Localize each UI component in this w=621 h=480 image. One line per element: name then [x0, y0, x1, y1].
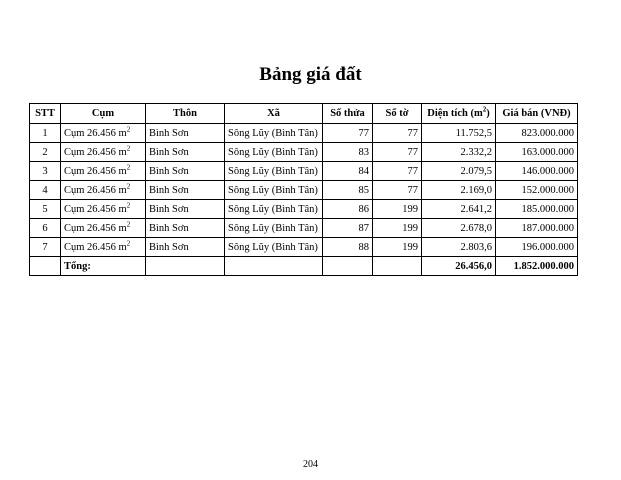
cell-gia-ban: 196.000.000: [496, 238, 578, 257]
cell-cum-text: Cụm 26.456 m: [64, 184, 127, 196]
cell-dien-tich: 2.803,6: [422, 238, 496, 257]
cell-gia-ban: 146.000.000: [496, 162, 578, 181]
cell-thon: Bình Sơn: [146, 219, 225, 238]
cell-empty: [30, 257, 61, 276]
cell-cum: [61, 162, 146, 181]
cell-xa: Sông Lũy (Bình Tân): [225, 181, 323, 200]
cell-gia-ban: 185.000.000: [496, 200, 578, 219]
cell-dien-tich: 11.752,5: [422, 124, 496, 143]
cell-empty: [373, 257, 422, 276]
header-dien-tich: [422, 104, 496, 124]
cell-thon: Bình Sơn: [146, 143, 225, 162]
cell-so-to: 77: [373, 143, 422, 162]
cell-cum-text: Cụm 26.456 m: [64, 165, 127, 177]
cell-stt: 7: [30, 238, 61, 257]
cell-gia-ban: 823.000.000: [496, 124, 578, 143]
cell-thon: Bình Sơn: [146, 238, 225, 257]
cell-xa: Sông Lũy (Bình Tân): [225, 124, 323, 143]
cell-so-thua: 87: [323, 219, 373, 238]
cell-dien-tich: 2.678,0: [422, 219, 496, 238]
cell-so-to: 199: [373, 200, 422, 219]
cell-so-thua: 88: [323, 238, 373, 257]
table-row: [30, 238, 578, 257]
cell-so-thua: 86: [323, 200, 373, 219]
cell-thon: Bình Sơn: [146, 200, 225, 219]
cell-cum-text: Cụm 26.456 m: [64, 146, 127, 158]
header-dien-tich-close: ): [486, 108, 490, 119]
cell-dien-tich: 2.641,2: [422, 200, 496, 219]
cell-cum-sup: 2: [126, 163, 131, 171]
header-so-thua: Số thửa: [323, 104, 373, 124]
header-thon: Thôn: [146, 104, 225, 124]
cell-thon: Bình Sơn: [146, 124, 225, 143]
cell-cum-text: Cụm 26.456 m: [64, 222, 127, 234]
table-header-row: [30, 104, 578, 124]
total-label: Tổng:: [61, 257, 146, 276]
cell-stt: 2: [30, 143, 61, 162]
cell-cum: [61, 238, 146, 257]
cell-stt: 3: [30, 162, 61, 181]
cell-cum: [61, 143, 146, 162]
cell-dien-tich: 2.332,2: [422, 143, 496, 162]
cell-cum-sup: 2: [126, 239, 131, 247]
cell-cum-text: Cụm 26.456 m: [64, 127, 127, 139]
cell-xa: Sông Lũy (Bình Tân): [225, 219, 323, 238]
cell-so-to: 77: [373, 124, 422, 143]
cell-dien-tich: 2.169,0: [422, 181, 496, 200]
cell-so-to: 199: [373, 219, 422, 238]
cell-stt: 1: [30, 124, 61, 143]
table-row: [30, 124, 578, 143]
page-number: 204: [303, 459, 318, 470]
cell-xa: Sông Lũy (Bình Tân): [225, 200, 323, 219]
cell-stt: 4: [30, 181, 61, 200]
cell-so-to: 77: [373, 181, 422, 200]
cell-cum-text: Cụm 26.456 m: [64, 241, 127, 253]
cell-cum: [61, 219, 146, 238]
cell-thon: Bình Sơn: [146, 181, 225, 200]
cell-empty: [225, 257, 323, 276]
cell-so-thua: 85: [323, 181, 373, 200]
cell-empty: [323, 257, 373, 276]
cell-gia-ban: 163.000.000: [496, 143, 578, 162]
cell-cum-sup: 2: [126, 201, 131, 209]
cell-stt: 6: [30, 219, 61, 238]
cell-cum: [61, 181, 146, 200]
cell-so-thua: 77: [323, 124, 373, 143]
cell-so-to: 77: [373, 162, 422, 181]
cell-so-thua: 83: [323, 143, 373, 162]
cell-stt: 5: [30, 200, 61, 219]
cell-cum-text: Cụm 26.456 m: [64, 203, 127, 215]
cell-cum-sup: 2: [126, 144, 131, 152]
land-price-table: [29, 103, 578, 276]
cell-cum: [61, 124, 146, 143]
cell-cum-sup: 2: [126, 220, 131, 228]
table-row: [30, 143, 578, 162]
header-so-to: Số tờ: [373, 104, 422, 124]
cell-empty: [146, 257, 225, 276]
table-row: [30, 200, 578, 219]
cell-cum: [61, 200, 146, 219]
total-row: [30, 257, 578, 276]
table-row: [30, 181, 578, 200]
cell-thon: Bình Sơn: [146, 162, 225, 181]
cell-gia-ban: 187.000.000: [496, 219, 578, 238]
table-row: [30, 219, 578, 238]
header-dien-tich-sup: 2: [482, 105, 487, 114]
header-gia-ban: Giá bán (VNĐ): [496, 104, 578, 124]
cell-xa: Sông Lũy (Bình Tân): [225, 143, 323, 162]
total-gia-ban: 1.852.000.000: [496, 257, 578, 276]
cell-so-thua: 84: [323, 162, 373, 181]
cell-cum-sup: 2: [126, 125, 131, 133]
cell-xa: Sông Lũy (Bình Tân): [225, 238, 323, 257]
header-stt: STT: [30, 104, 61, 124]
cell-gia-ban: 152.000.000: [496, 181, 578, 200]
header-dien-tich-label: Diện tích (m: [427, 108, 483, 119]
table-row: [30, 162, 578, 181]
header-cum: Cụm: [61, 104, 146, 124]
page-title: Bảng giá đất: [259, 64, 362, 85]
cell-cum-sup: 2: [126, 182, 131, 190]
cell-xa: Sông Lũy (Bình Tân): [225, 162, 323, 181]
cell-dien-tich: 2.079,5: [422, 162, 496, 181]
cell-so-to: 199: [373, 238, 422, 257]
total-dien-tich: 26.456,0: [422, 257, 496, 276]
header-xa: Xã: [225, 104, 323, 124]
